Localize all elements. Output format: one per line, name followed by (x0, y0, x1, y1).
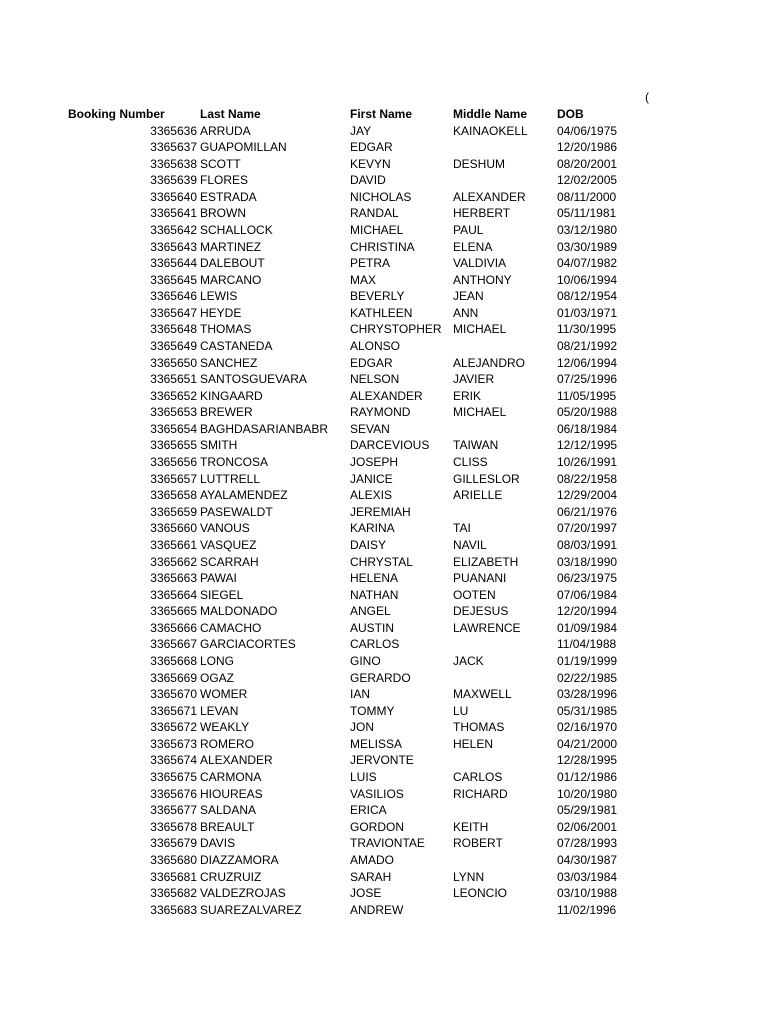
cell-dob: 12/02/2005 (557, 173, 618, 188)
cell-middle-name: MICHAEL (453, 405, 507, 420)
cell-dob: 08/03/1991 (557, 537, 618, 552)
cell-first-name: NICHOLAS (350, 189, 412, 204)
cell-middle-name: ROBERT (453, 836, 503, 851)
table-row (68, 587, 648, 604)
cell-last-name: PASEWALDT (200, 504, 273, 519)
cell-dob: 05/31/1985 (557, 703, 618, 718)
cell-first-name: TRAVIONTAE (350, 836, 425, 851)
cell-last-name: CAMACHO (200, 620, 262, 635)
cell-first-name: JEREMIAH (350, 504, 411, 519)
table-row (68, 139, 648, 156)
cell-dob: 04/06/1975 (557, 123, 618, 138)
table-row (68, 371, 648, 388)
table-row (68, 653, 648, 670)
cell-dob: 03/18/1990 (557, 554, 618, 569)
cell-dob: 07/06/1984 (557, 587, 618, 602)
cell-dob: 10/06/1994 (557, 272, 618, 287)
cell-first-name: JOSE (350, 886, 382, 901)
cell-middle-name: ANN (453, 305, 479, 320)
cell-last-name: VASQUEZ (200, 537, 257, 552)
cell-booking-number: 3365664 (150, 587, 197, 602)
cell-booking-number: 3365636 (150, 123, 197, 138)
cut-off-header-fragment: ( (645, 90, 649, 104)
cell-last-name: ARRUDA (200, 123, 251, 138)
cell-dob: 10/20/1980 (557, 786, 618, 801)
cell-dob: 01/09/1984 (557, 620, 618, 635)
cell-first-name: MICHAEL (350, 222, 404, 237)
table-row (68, 537, 648, 554)
cell-first-name: GERARDO (350, 670, 411, 685)
cell-dob: 03/28/1996 (557, 687, 618, 702)
cell-first-name: JERVONTE (350, 753, 414, 768)
cell-first-name: NELSON (350, 372, 400, 387)
table-row (68, 272, 648, 289)
cell-booking-number: 3365668 (150, 654, 197, 668)
cell-first-name: ERICA (350, 803, 387, 818)
cell-dob: 06/23/1975 (557, 571, 618, 586)
table-row (68, 321, 648, 338)
cell-first-name: ALEXIS (350, 488, 393, 503)
cell-last-name: TRONCOSA (200, 455, 269, 470)
cell-booking-number: 3365661 (150, 537, 197, 552)
cell-first-name: DAISY (350, 537, 387, 552)
cell-booking-number: 3365655 (150, 438, 197, 453)
cell-dob: 12/06/1994 (557, 355, 618, 370)
cell-last-name: SUAREZALVAREZ (200, 902, 302, 917)
cell-first-name: IAN (350, 687, 371, 702)
cell-middle-name: LAWRENCE (453, 620, 521, 635)
cell-middle-name: LYNN (453, 869, 485, 884)
cell-dob: 01/12/1986 (557, 770, 618, 785)
cell-last-name: SALDANA (200, 803, 257, 818)
cell-middle-name: TAI (453, 521, 471, 536)
cell-dob: 12/20/1994 (557, 604, 618, 619)
cell-first-name: AUSTIN (350, 620, 395, 635)
cell-last-name: SMITH (200, 438, 238, 453)
cell-dob: 01/03/1971 (557, 305, 618, 320)
cell-booking-number: 3365681 (150, 869, 197, 884)
cell-middle-name: ALEJANDRO (453, 355, 526, 370)
cell-dob: 02/06/2001 (557, 819, 618, 834)
cell-dob: 02/16/1970 (557, 720, 618, 735)
cell-last-name: BROWN (200, 206, 246, 221)
cell-middle-name: MAXWELL (453, 687, 512, 702)
cell-last-name: HIOUREAS (200, 786, 263, 801)
cell-middle-name: KEITH (453, 819, 489, 834)
table-row (68, 305, 648, 322)
cell-dob: 08/20/2001 (557, 156, 618, 171)
cell-dob: 10/26/1991 (557, 455, 618, 470)
table-row (68, 835, 648, 852)
cell-booking-number: 3365663 (150, 571, 197, 586)
cell-last-name: VANOUS (200, 521, 250, 536)
cell-middle-name: LEONCIO (453, 886, 508, 901)
cell-middle-name: ARIELLE (453, 488, 503, 503)
cell-booking-number: 3365648 (150, 322, 197, 337)
table-row (68, 802, 648, 819)
cell-first-name: BEVERLY (350, 289, 405, 304)
cell-dob: 05/20/1988 (557, 405, 618, 420)
cell-dob: 12/28/1995 (557, 753, 618, 768)
cell-last-name: BAGHDASARIANBABR (200, 421, 329, 436)
cell-booking-number: 3365651 (150, 372, 197, 387)
cell-first-name: ANDREW (350, 902, 404, 917)
cell-dob: 03/12/1980 (557, 222, 618, 237)
cell-dob: 03/10/1988 (557, 886, 618, 901)
cell-first-name: ALONSO (350, 339, 401, 354)
cell-first-name: DARCEVIOUS (350, 438, 430, 453)
table-row (68, 786, 648, 803)
cell-middle-name: CLISS (453, 455, 488, 470)
cell-booking-number: 3365674 (150, 753, 197, 768)
cell-middle-name: VALDIVIA (453, 256, 507, 271)
cell-booking-number: 3365676 (150, 786, 197, 801)
cell-first-name: MAX (350, 272, 377, 287)
cell-dob: 11/02/1996 (557, 902, 617, 917)
cell-first-name: CARLOS (350, 637, 400, 652)
cell-middle-name: KAINAOKELL (453, 123, 528, 138)
table-row (68, 736, 648, 753)
cell-first-name: GINO (350, 654, 381, 668)
cell-last-name: MARTINEZ (200, 239, 262, 254)
cell-middle-name: DEJESUS (453, 604, 509, 619)
table-row (68, 504, 648, 521)
cell-first-name: CHRYSTAL (350, 554, 413, 569)
cell-booking-number: 3365646 (150, 289, 197, 304)
cell-first-name: KATHLEEN (350, 305, 413, 320)
cell-dob: 07/20/1997 (557, 521, 618, 536)
cell-dob: 12/20/1986 (557, 140, 618, 155)
cell-booking-number: 3365644 (150, 256, 197, 271)
cell-middle-name: OOTEN (453, 587, 496, 602)
cell-last-name: LUTTRELL (200, 471, 261, 486)
cell-first-name: JAY (350, 123, 372, 138)
cell-booking-number: 3365660 (150, 521, 197, 536)
cell-booking-number: 3365680 (150, 852, 197, 867)
cell-last-name: SANCHEZ (200, 355, 258, 370)
cell-booking-number: 3365671 (150, 703, 197, 718)
table-row (68, 902, 648, 919)
cell-booking-number: 3365678 (150, 819, 197, 834)
header-middle-name: Middle Name (453, 107, 528, 121)
cell-last-name: ESTRADA (200, 189, 257, 204)
cell-last-name: KINGAARD (200, 388, 263, 403)
cell-middle-name: HELEN (453, 736, 494, 751)
cell-dob: 08/11/2000 (557, 189, 617, 204)
cell-booking-number: 3365658 (150, 488, 197, 503)
table-row (68, 752, 648, 769)
cell-first-name: ALEXANDER (350, 388, 423, 403)
table-row (68, 570, 648, 587)
header-dob: DOB (557, 107, 584, 121)
cell-booking-number: 3365641 (150, 206, 197, 221)
table-row (68, 189, 648, 206)
cell-middle-name: ALEXANDER (453, 189, 526, 204)
cell-last-name: GARCIACORTES (200, 637, 296, 652)
cell-last-name: CRUZRUIZ (200, 869, 262, 884)
table-row (68, 421, 648, 438)
table-row (68, 338, 648, 355)
table-row (68, 239, 648, 256)
cell-middle-name: RICHARD (453, 786, 508, 801)
cell-booking-number: 3365640 (150, 189, 197, 204)
table-row (68, 520, 648, 537)
cell-middle-name: ERIK (453, 388, 482, 403)
cell-last-name: HEYDE (200, 305, 242, 320)
cell-last-name: GUAPOMILLAN (200, 140, 287, 155)
cell-dob: 05/29/1981 (557, 803, 618, 818)
cell-last-name: BREWER (200, 405, 253, 420)
cell-dob: 11/04/1988 (557, 637, 617, 652)
cell-middle-name: ELIZABETH (453, 554, 519, 569)
cell-dob: 04/07/1982 (557, 256, 618, 271)
cell-booking-number: 3365673 (150, 736, 197, 751)
table-row (68, 288, 648, 305)
cell-first-name: RAYMOND (350, 405, 411, 420)
cell-booking-number: 3365679 (150, 836, 197, 851)
cell-last-name: VALDEZROJAS (200, 886, 286, 901)
cell-middle-name: GILLESLOR (453, 471, 520, 486)
cell-last-name: PAWAI (200, 571, 237, 586)
booking-table (68, 106, 648, 918)
cell-dob: 12/12/1995 (557, 438, 618, 453)
cell-last-name: FLORES (200, 173, 249, 188)
table-row (68, 719, 648, 736)
cell-first-name: NATHAN (350, 587, 399, 602)
cell-last-name: SCARRAH (200, 554, 259, 569)
cell-last-name: ALEXANDER (200, 753, 273, 768)
cell-dob: 07/25/1996 (557, 372, 618, 387)
cell-middle-name: ELENA (453, 239, 493, 254)
cell-booking-number: 3365645 (150, 272, 197, 287)
cell-first-name: PETRA (350, 256, 391, 271)
cell-first-name: LUIS (350, 770, 377, 785)
cell-last-name: SCOTT (200, 156, 241, 171)
table-row (68, 487, 648, 504)
cell-last-name: SIEGEL (200, 587, 244, 602)
table-row (68, 686, 648, 703)
table-row (68, 404, 648, 421)
cell-last-name: WOMER (200, 687, 248, 702)
cell-dob: 05/11/1981 (557, 206, 617, 221)
cell-booking-number: 3365652 (150, 388, 197, 403)
table-row (68, 355, 648, 372)
cell-first-name: AMADO (350, 852, 395, 867)
cell-dob: 01/19/1999 (557, 654, 618, 668)
header-first-name: First Name (350, 107, 413, 121)
cell-last-name: LEVAN (200, 703, 239, 718)
table-row (68, 437, 648, 454)
cell-first-name: JANICE (350, 471, 393, 486)
table-row (68, 255, 648, 272)
cell-first-name: KEVYN (350, 156, 391, 171)
cell-booking-number: 3365675 (150, 770, 197, 785)
table-header-row (68, 106, 648, 123)
cell-last-name: THOMAS (200, 322, 252, 337)
cell-first-name: DAVID (350, 173, 386, 188)
cell-middle-name: CARLOS (453, 770, 503, 785)
cell-middle-name: PAUL (453, 222, 484, 237)
table-row (68, 869, 648, 886)
cell-booking-number: 3365653 (150, 405, 197, 420)
cell-booking-number: 3365662 (150, 554, 197, 569)
cell-last-name: LONG (200, 654, 235, 668)
table-row (68, 703, 648, 720)
cell-booking-number: 3365654 (150, 421, 197, 436)
cell-middle-name: JAVIER (453, 372, 495, 387)
cell-last-name: OGAZ (200, 670, 235, 685)
cell-booking-number: 3365670 (150, 687, 197, 702)
cell-booking-number: 3365638 (150, 156, 197, 171)
cell-booking-number: 3365650 (150, 355, 197, 370)
cell-booking-number: 3365682 (150, 886, 197, 901)
cell-middle-name: TAIWAN (453, 438, 499, 453)
cell-last-name: ROMERO (200, 736, 254, 751)
cell-first-name: TOMMY (350, 703, 395, 718)
cell-booking-number: 3365639 (150, 173, 197, 188)
table-row (68, 554, 648, 571)
table-row (68, 603, 648, 620)
cell-last-name: MALDONADO (200, 604, 278, 619)
cell-booking-number: 3365667 (150, 637, 197, 652)
table-row (68, 454, 648, 471)
cell-last-name: AYALAMENDEZ (200, 488, 288, 503)
cell-middle-name: DESHUM (453, 156, 506, 171)
cell-booking-number: 3365637 (150, 140, 197, 155)
cell-last-name: WEAKLY (200, 720, 250, 735)
cell-booking-number: 3365659 (150, 504, 197, 519)
cell-middle-name: NAVIL (453, 537, 487, 552)
cell-last-name: SCHALLOCK (200, 222, 273, 237)
cell-dob: 11/05/1995 (557, 388, 617, 403)
cell-last-name: LEWIS (200, 289, 238, 304)
cell-dob: 04/21/2000 (557, 736, 618, 751)
cell-first-name: VASILIOS (350, 786, 404, 801)
cell-dob: 03/03/1984 (557, 869, 618, 884)
cell-booking-number: 3365677 (150, 803, 197, 818)
cell-last-name: CARMONA (200, 770, 262, 785)
cell-dob: 03/30/1989 (557, 239, 618, 254)
cell-first-name: CHRYSTOPHER (350, 322, 442, 337)
cell-dob: 08/21/1992 (557, 339, 618, 354)
cell-dob: 08/22/1958 (557, 471, 618, 486)
cell-first-name: JON (350, 720, 374, 735)
cell-first-name: RANDAL (350, 206, 399, 221)
cell-middle-name: THOMAS (453, 720, 505, 735)
table-row (68, 670, 648, 687)
table-row (68, 388, 648, 405)
cell-booking-number: 3365666 (150, 620, 197, 635)
cell-first-name: ANGEL (350, 604, 391, 619)
cell-first-name: GORDON (350, 819, 404, 834)
cell-dob: 06/21/1976 (557, 504, 618, 519)
table-row (68, 636, 648, 653)
table-body (68, 123, 648, 919)
cell-dob: 07/28/1993 (557, 836, 618, 851)
cell-first-name: HELENA (350, 571, 399, 586)
cell-last-name: BREAULT (200, 819, 255, 834)
cell-first-name: CHRISTINA (350, 239, 415, 254)
table-row (68, 222, 648, 239)
cell-first-name: SARAH (350, 869, 392, 884)
cell-booking-number: 3365665 (150, 604, 197, 619)
cell-last-name: SANTOSGUEVARA (200, 372, 307, 387)
cell-first-name: JOSEPH (350, 455, 399, 470)
table-row (68, 819, 648, 836)
header-last-name: Last Name (200, 107, 261, 121)
cell-booking-number: 3365642 (150, 222, 197, 237)
cell-middle-name: MICHAEL (453, 322, 507, 337)
cell-middle-name: JACK (453, 654, 484, 668)
cell-booking-number: 3365672 (150, 720, 197, 735)
cell-middle-name: ANTHONY (453, 272, 512, 287)
cell-first-name: EDGAR (350, 355, 393, 370)
table-row (68, 620, 648, 637)
table-row (68, 885, 648, 902)
cell-first-name: MELISSA (350, 736, 403, 751)
table-row (68, 471, 648, 488)
cell-booking-number: 3365657 (150, 471, 197, 486)
cell-booking-number: 3365683 (150, 902, 197, 917)
cell-dob: 11/30/1995 (557, 322, 617, 337)
cell-booking-number: 3365649 (150, 339, 197, 354)
cell-dob: 02/22/1985 (557, 670, 618, 685)
cell-first-name: SEVAN (350, 421, 390, 436)
header-booking-number: Booking Number (68, 107, 165, 121)
table-row (68, 123, 648, 140)
cell-last-name: MARCANO (200, 272, 262, 287)
cell-booking-number: 3365647 (150, 305, 197, 320)
cell-dob: 06/18/1984 (557, 421, 618, 436)
cell-booking-number: 3365669 (150, 670, 197, 685)
cell-booking-number: 3365643 (150, 239, 197, 254)
cell-last-name: DIAZZAMORA (200, 852, 279, 867)
cell-last-name: CASTANEDA (200, 339, 273, 354)
table-row (68, 172, 648, 189)
cell-last-name: DALEBOUT (200, 256, 265, 271)
cell-first-name: EDGAR (350, 140, 393, 155)
cell-middle-name: HERBERT (453, 206, 511, 221)
table-row (68, 205, 648, 222)
table-row (68, 156, 648, 173)
table-row (68, 852, 648, 869)
cell-middle-name: LU (453, 703, 469, 718)
cell-dob: 12/29/2004 (557, 488, 618, 503)
table-row (68, 769, 648, 786)
cell-dob: 04/30/1987 (557, 852, 618, 867)
cell-middle-name: PUANANI (453, 571, 507, 586)
cell-booking-number: 3365656 (150, 455, 197, 470)
cell-dob: 08/12/1954 (557, 289, 618, 304)
cell-first-name: KARINA (350, 521, 395, 536)
cell-last-name: DAVIS (200, 836, 236, 851)
cell-middle-name: JEAN (453, 289, 484, 304)
